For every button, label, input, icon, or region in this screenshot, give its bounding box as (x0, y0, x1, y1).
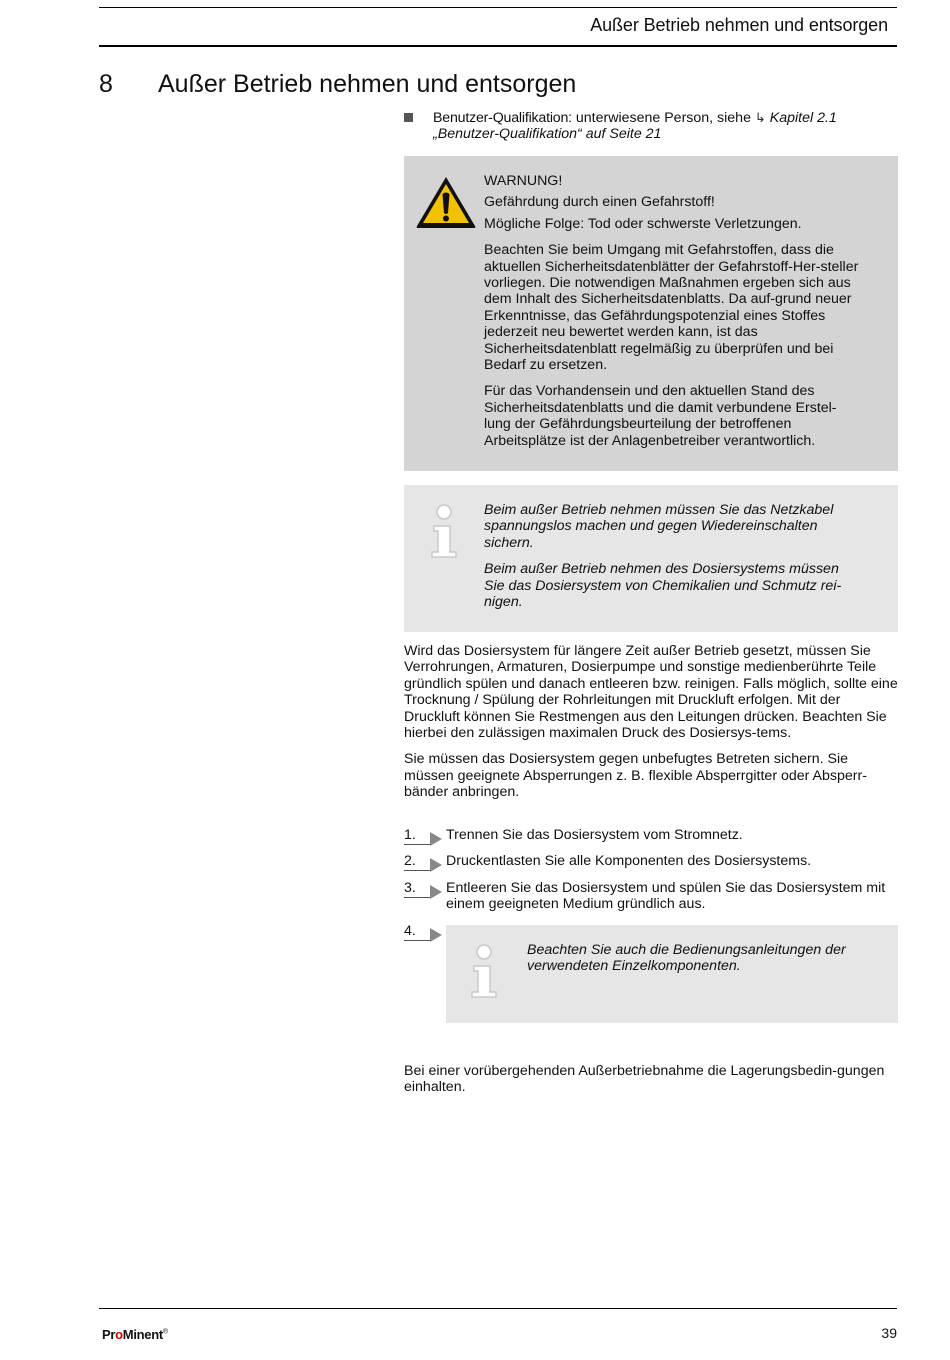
warning-subheading: Gefährdung durch einen Gefahrstoff! (484, 194, 715, 211)
step-item (404, 880, 898, 913)
info-paragraph: Beachten Sie auch die Bedienungsanleitungen der verwendeten Einzelkomponenten. (527, 942, 846, 975)
step-arrow-icon (429, 855, 443, 873)
step-arrow-icon (429, 925, 443, 943)
body-paragraph: Wird das Dosiersystem für längere Zeit außer Betrieb gesetzt, müssen Sie Verrohrungen, Armaturen, Dosierpumpe und sonstige medienberührte Teile gründlich spülen und danach entleeren bzw. reinigen. Falls möglich, sollte eine Trocknung / Spülung der Rohrleitungen mit Druckluft erfolgen. Mit der Druckluft können Sie Restmengen aus den Leitungen drücken. Beachten Sie hierbei den zulässigen maximalen Druck des Dosiersys-tems. (404, 643, 898, 742)
body-text (404, 643, 898, 811)
page-number: 39 (881, 1325, 897, 1341)
step-number: 2. (404, 853, 416, 869)
cross-reference-arrow-icon: ↳ (754, 110, 766, 125)
closing-paragraph: Bei einer vorübergehenden Außerbetriebnahme die Lagerungsbedin-gungen einhalten. (404, 1063, 885, 1096)
step-text: Druckentlasten Sie alle Komponenten des Dosiersystems. (446, 853, 812, 869)
header-top-rule (99, 7, 897, 8)
square-bullet-icon (404, 113, 413, 122)
qualification-chapter-link[interactable]: Kapitel 2.1 „Benutzer-Qualifikation“ auf Seite 21 (433, 110, 837, 143)
prominent-logo: ProMinent® (102, 1327, 168, 1342)
info-note-box (404, 485, 898, 632)
step-underline (404, 897, 431, 898)
footer-rule (99, 1308, 897, 1309)
step-number: 3. (404, 880, 416, 896)
running-header-title: Außer Betrieb nehmen und entsorgen (590, 15, 888, 35)
body-paragraph: Sie müssen das Dosiersystem gegen unbefugtes Betreten sichern. Sie müssen geeignete Absperrungen z. B. flexible Absperrgitter oder Absperr-bänder anbringen. (404, 751, 867, 801)
warning-paragraph: Beachten Sie beim Umgang mit Gefahrstoffen, dass die aktuellen Sicherheitsdatenblätter der Gefahrstoff-Her-steller vorliegen. Die notwendigen Maßnahmen ergeben sich aus dem Inhalt des Sicherheitsdatenblatts. Da auf-grund neuer Erkenntnisse, das Gefährdungspotenzial eines Stoffes jederzeit neu bewertet werden kann, ist das Sicherheitsdatenblatt regelmäßig zu überprüfen und bei Bedarf zu ersetzen. (484, 242, 859, 374)
step-item (404, 827, 898, 843)
warning-consequence: Mögliche Folge: Tod oder schwerste Verletzungen. (484, 215, 802, 232)
step-text: Entleeren Sie das Dosiersystem und spülen Sie das Dosiersystem mit einem geeigneten Medium gründlich aus. (446, 880, 886, 913)
step-underline (404, 844, 431, 845)
warning-paragraph: Für das Vorhandensein und den aktuellen Stand des Sicherheitsdatenblatts und die damit verbundene Erstel-lung der Gefährdungsbeurteilung der betroffenen Arbeitsplätze ist der Anlagenbetreiber verantwortlich. (484, 383, 837, 449)
step-arrow-icon (429, 882, 443, 900)
step-number: 4. (404, 923, 416, 939)
step-underline (404, 870, 431, 871)
chapter-title: Außer Betrieb nehmen und entsorgen (158, 70, 577, 98)
warning-triangle-icon (414, 174, 478, 230)
info-paragraph: Beim außer Betrieb nehmen müssen Sie das Netzkabel spannungslos machen und gegen Wiedereinschalten sichern. (484, 502, 834, 551)
warning-heading: WARNUNG! (484, 173, 563, 189)
info-note-box (446, 925, 898, 1023)
step-item (404, 853, 898, 869)
info-icon (468, 944, 502, 1000)
header-bottom-rule (99, 45, 897, 47)
step-number: 1. (404, 827, 416, 843)
info-icon (428, 504, 462, 560)
info-paragraph: Beim außer Betrieb nehmen des Dosiersystems müssen Sie das Dosiersystem von Chemikalien und Schmutz rei-nigen. (484, 561, 842, 611)
qualification-lead: Benutzer-Qualifikation: (433, 110, 572, 126)
step-underline (404, 940, 431, 941)
step-text: Trennen Sie das Dosiersystem vom Stromnetz. (446, 827, 743, 843)
qualification-item (404, 110, 898, 143)
chapter-number: 8 (99, 70, 113, 98)
step-arrow-icon (429, 829, 443, 847)
qualification-text: unterwiesene Person, siehe (571, 110, 755, 126)
warning-box (404, 156, 898, 471)
